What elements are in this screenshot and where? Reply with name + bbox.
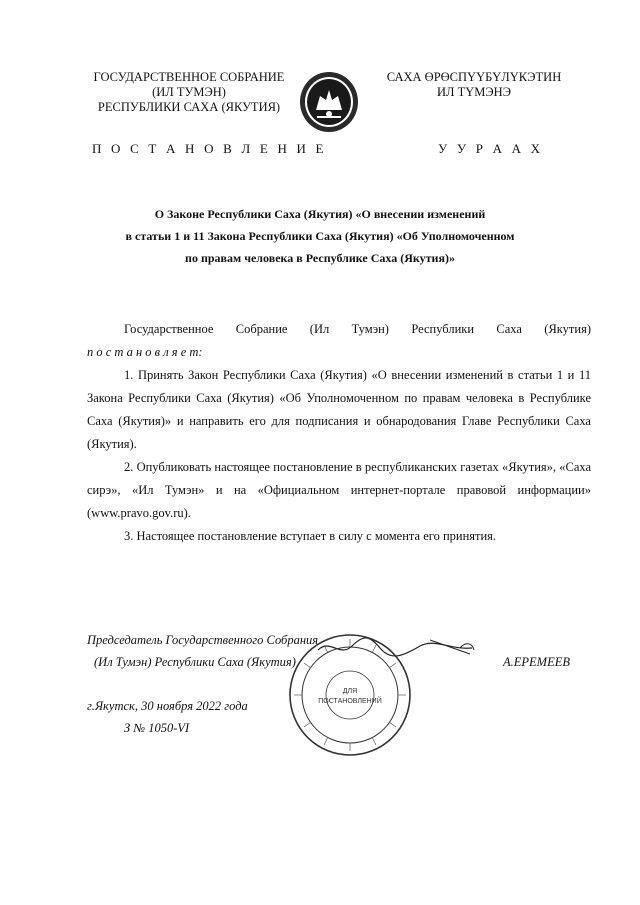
header-left-line-3: РЕСПУБЛИКИ САХА (ЯКУТИЯ)	[97, 100, 281, 114]
official-stamp	[288, 633, 412, 757]
header-left-line-2: (ИЛ ТУМЭН)	[152, 85, 226, 99]
coat-of-arms-emblem	[298, 70, 360, 134]
item-3: 3. Настоящее постановление вступает в силу с момента его принятия.	[124, 529, 497, 543]
signer-position-line-1: Председатель Государственного Собрания	[87, 633, 319, 647]
header-right-line-1: САХА ӨРӨСПҮҮБҮЛҮКЭТИН	[386, 70, 562, 84]
doc-type-right: У У Р А А Х	[438, 141, 544, 156]
signer-name: А.ЕРЕМЕЕВ	[503, 655, 570, 669]
document-number: З № 1050-VI	[124, 721, 190, 735]
stamp-center-line-1: ДЛЯ	[342, 688, 358, 695]
place-and-date: г.Якутск, 30 ноября 2022 года	[87, 699, 248, 713]
document-title	[0, 203, 640, 269]
header-right-line-2: ИЛ ТҮМЭНЭ	[437, 85, 511, 99]
item-2: 2. Опубликовать настоящее постановление в республиканских газетах «Якутия», «Саха сирэ», «Ил Тумэн» и на «Официальном интернет-портале правовой информации» (www.pravo.gov.ru).	[87, 460, 591, 520]
decree-word: п о с т а н о в л я е т:	[87, 345, 203, 359]
doc-type-left: П О С Т А Н О В Л Е Н И Е	[92, 141, 327, 156]
stamp-center-line-2: ПОСТАНОВЛЕНИЙ	[318, 698, 382, 705]
header-right	[378, 70, 570, 100]
item-1: 1. Принять Закон Республики Саха (Якутия) «О внесении изменений в статьи 1 и 11 Закона Республики Саха (Якутия) «Об Уполномоченном по правам человека в Республике Саха (Якутия)» и направить его для подписания и обнародования Главе Республики Саха (Якутия).	[87, 368, 591, 451]
document-body	[87, 318, 591, 548]
signer-position-line-2: (Ил Тумэн) Республики Саха (Якутия)	[94, 655, 296, 669]
header-left-line-1: ГОСУДАРСТВЕННОЕ СОБРАНИЕ	[93, 70, 285, 84]
intro-paragraph: Государственное Собрание (Ил Тумэн) Республики Саха (Якутия)	[124, 322, 591, 336]
title-line-2: в статьи 1 и 11 Закона Республики Саха (Якутия) «Об Уполномоченном	[125, 229, 515, 243]
title-line-3: по правам человека в Республике Саха (Якутия)»	[185, 251, 455, 265]
title-line-1: О Законе Республики Саха (Якутия) «О внесении изменений	[154, 207, 486, 221]
header-left	[88, 70, 290, 115]
